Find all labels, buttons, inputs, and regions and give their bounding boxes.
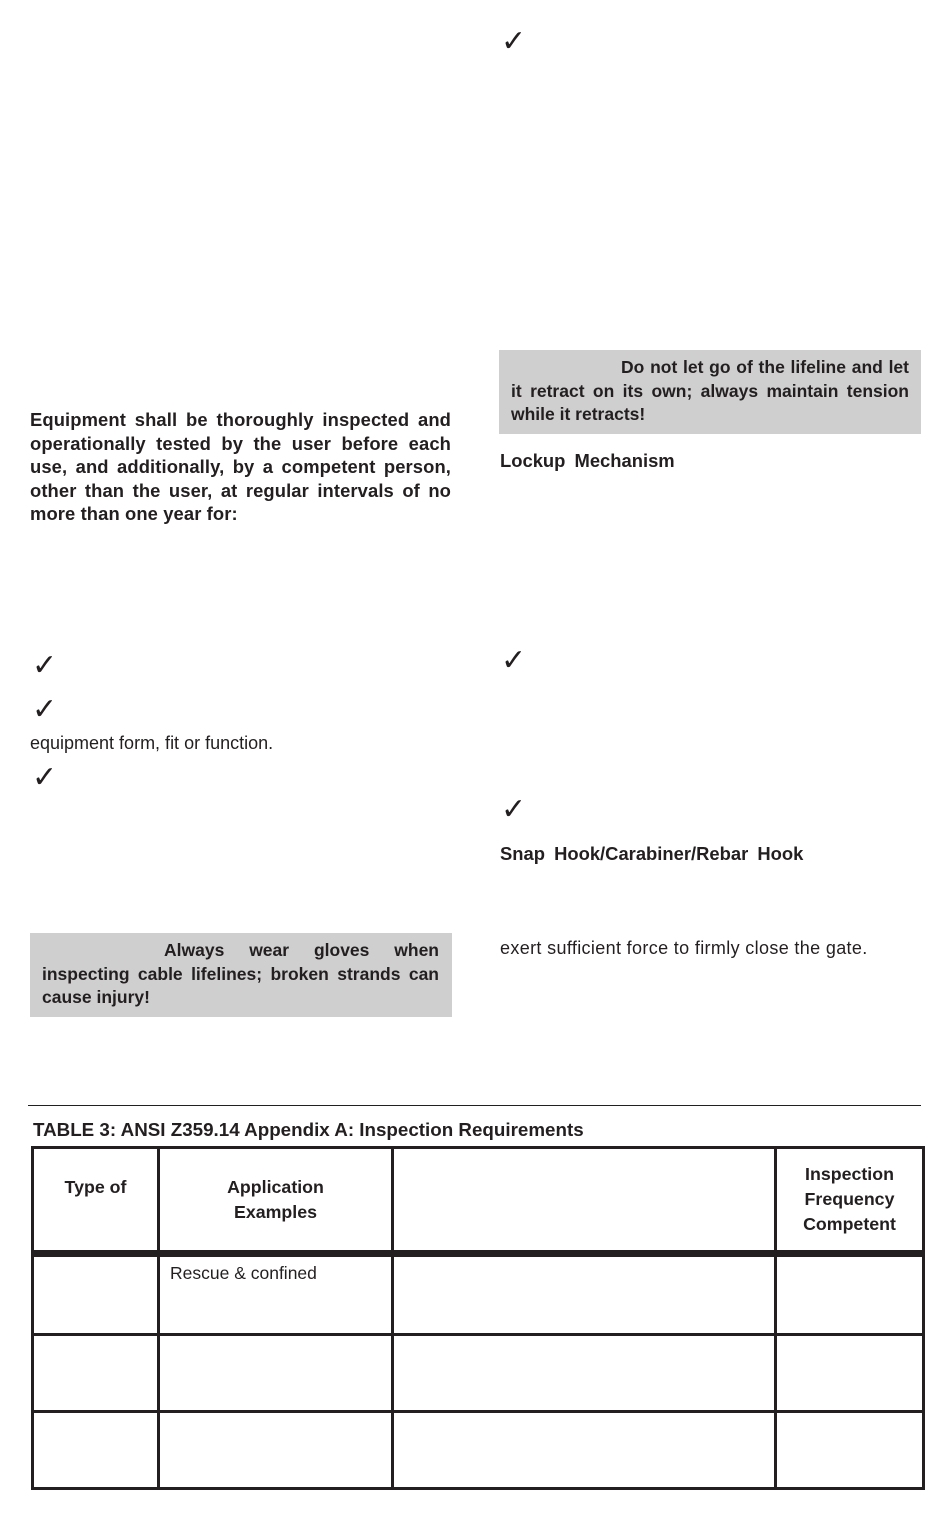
equipment-form-text: equipment form, fit or function. bbox=[30, 733, 274, 753]
table-row bbox=[33, 1254, 924, 1335]
table-cell bbox=[33, 1335, 159, 1412]
header-inspection-frequency: Inspection Frequency Competent bbox=[776, 1148, 924, 1254]
header-type: Type of bbox=[33, 1148, 159, 1254]
checkmark-icon: ✓ bbox=[32, 648, 58, 683]
checkmark-icon: ✓ bbox=[501, 24, 527, 59]
header-blank bbox=[393, 1148, 776, 1254]
table-cell bbox=[776, 1335, 924, 1412]
snap-hook-heading: Snap Hook/Carabiner/Rebar Hook bbox=[500, 843, 804, 864]
table-row bbox=[33, 1412, 924, 1489]
gloves-warning-note bbox=[30, 933, 452, 1017]
section-divider bbox=[28, 1105, 921, 1106]
table-title: TABLE 3: ANSI Z359.14 Appendix A: Inspection Requirements bbox=[33, 1119, 584, 1140]
lifeline-warning-note bbox=[499, 350, 921, 434]
table-cell bbox=[393, 1412, 776, 1489]
checkmark-icon: ✓ bbox=[32, 692, 58, 727]
table-cell bbox=[776, 1412, 924, 1489]
table-cell bbox=[159, 1412, 393, 1489]
table-header-row bbox=[33, 1148, 924, 1254]
table-cell bbox=[159, 1335, 393, 1412]
table-cell bbox=[393, 1335, 776, 1412]
table-cell bbox=[33, 1412, 159, 1489]
table-row bbox=[33, 1335, 924, 1412]
inspection-requirement-paragraph: Equipment shall be thoroughly inspected and operationally tested by the user before each use, and additionally, by a competent person, other than the user, at regular intervals of no more than one year for: bbox=[30, 409, 451, 525]
gloves-warning-text: Always wear gloves when inspecting cable lifelines; broken strands can cause injury! bbox=[42, 940, 439, 1007]
table-cell: Rescue & confined bbox=[159, 1254, 393, 1335]
table-cell bbox=[393, 1254, 776, 1335]
inspection-requirements-table bbox=[31, 1146, 925, 1490]
table-cell bbox=[776, 1254, 924, 1335]
header-application-examples: Application Examples bbox=[159, 1148, 393, 1254]
checkmark-icon: ✓ bbox=[32, 760, 58, 795]
checkmark-icon: ✓ bbox=[501, 643, 527, 678]
lifeline-warning-text: Do not let go of the lifeline and let it retract on its own; always maintain tension while it retracts! bbox=[511, 357, 909, 424]
lockup-mechanism-heading: Lockup Mechanism bbox=[500, 450, 675, 471]
table-cell bbox=[33, 1254, 159, 1335]
gate-instruction-text: exert sufficient force to firmly close the gate. bbox=[500, 938, 868, 958]
checkmark-icon: ✓ bbox=[501, 792, 527, 827]
